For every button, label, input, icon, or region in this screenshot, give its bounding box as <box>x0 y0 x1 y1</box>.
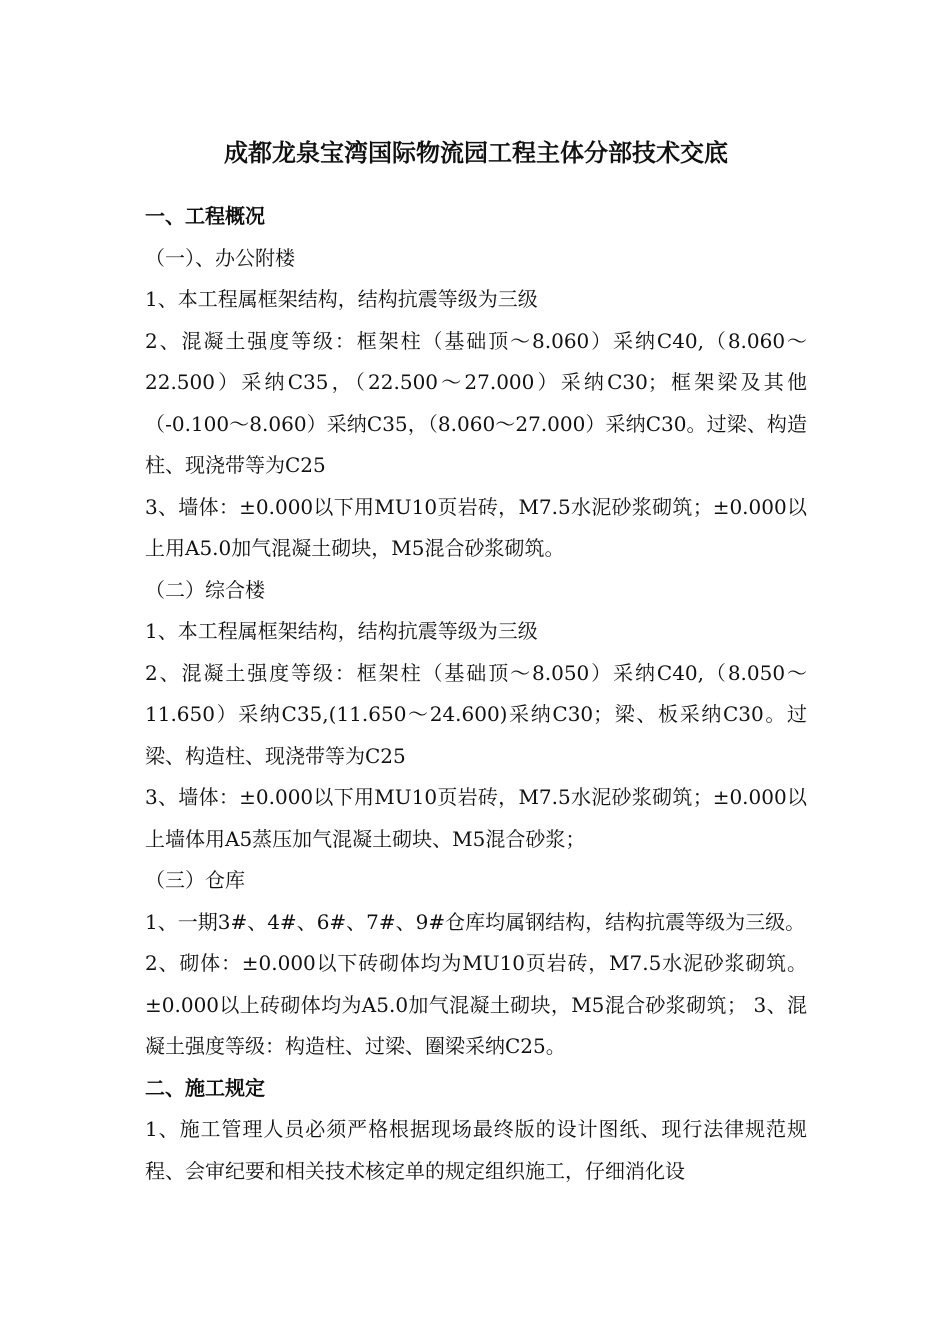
section-heading-construction-rules: 二、施工规定 <box>145 1075 265 1100</box>
paragraph-complex-concrete: 2、混凝土强度等级：框架柱（基础顶～8.050）采纳C40,（8.050～11.650）采纳C35,(11.650～24.600)采纳C30；梁、板采纳C30。过梁、构造柱、现浇带等为C25 <box>145 660 807 768</box>
document-title: 成都龙泉宝湾国际物流园工程主体分部技术交底 <box>224 138 728 167</box>
subsection-warehouse: （三）仓库 <box>145 868 245 892</box>
paragraph-complex-walls: 3、墙体：±0.000以下用MU10页岩砖，M7.5水泥砂浆砌筑；±0.000以上墙体用A5蒸压加气混凝土砌块、M5混合砂浆； <box>145 785 807 851</box>
paragraph-warehouse-structure: 1、一期3#、4#、6#、7#、9#仓库均属钢结构，结构抗震等级为三级。 <box>145 909 806 934</box>
paragraph-office-structure: 1、本工程属框架结构，结构抗震等级为三级 <box>145 287 538 311</box>
paragraph-office-walls: 3、墙体：±0.000以下用MU10页岩砖，M7.5水泥砂浆砌筑；±0.000以上用A5.0加气混凝土砌块，M5混合砂浆砌筑。 <box>145 494 807 560</box>
paragraph-rules-1: 1、施工管理人员必须严格根据现场最终版的设计图纸、现行法律规范规程、会审纪要和相关技术核定单的规定组织施工，仔细消化设 <box>145 1117 807 1183</box>
paragraph-complex-structure: 1、本工程属框架结构，结构抗震等级为三级 <box>145 619 538 643</box>
paragraph-warehouse-masonry: 2、砌体：±0.000以下砖砌体均为MU10页岩砖，M7.5水泥砂浆砌筑。±0.000以上砖砌体均为A5.0加气混凝土砌块，M5混合砂浆砌筑； 3、混凝土强度等级：构造柱、过梁、圈梁采纳C25。 <box>145 951 807 1058</box>
section-heading-overview: 一、工程概况 <box>145 204 265 228</box>
paragraph-office-concrete: 2、混凝土强度等级：框架柱（基础顶～8.060）采纳C40,（8.060～22.500）采纳C35，（22.500～27.000）采纳C30；框架梁及其他（-0.100～8.060）采纳C35，（8.060～27.000）采纳C30。过梁、构造柱、现浇带等为C25 <box>145 328 807 477</box>
subsection-office-annex: （一）、办公附楼 <box>145 245 295 270</box>
subsection-complex-building: （二）综合楼 <box>145 577 265 602</box>
document-page <box>145 128 807 1192</box>
